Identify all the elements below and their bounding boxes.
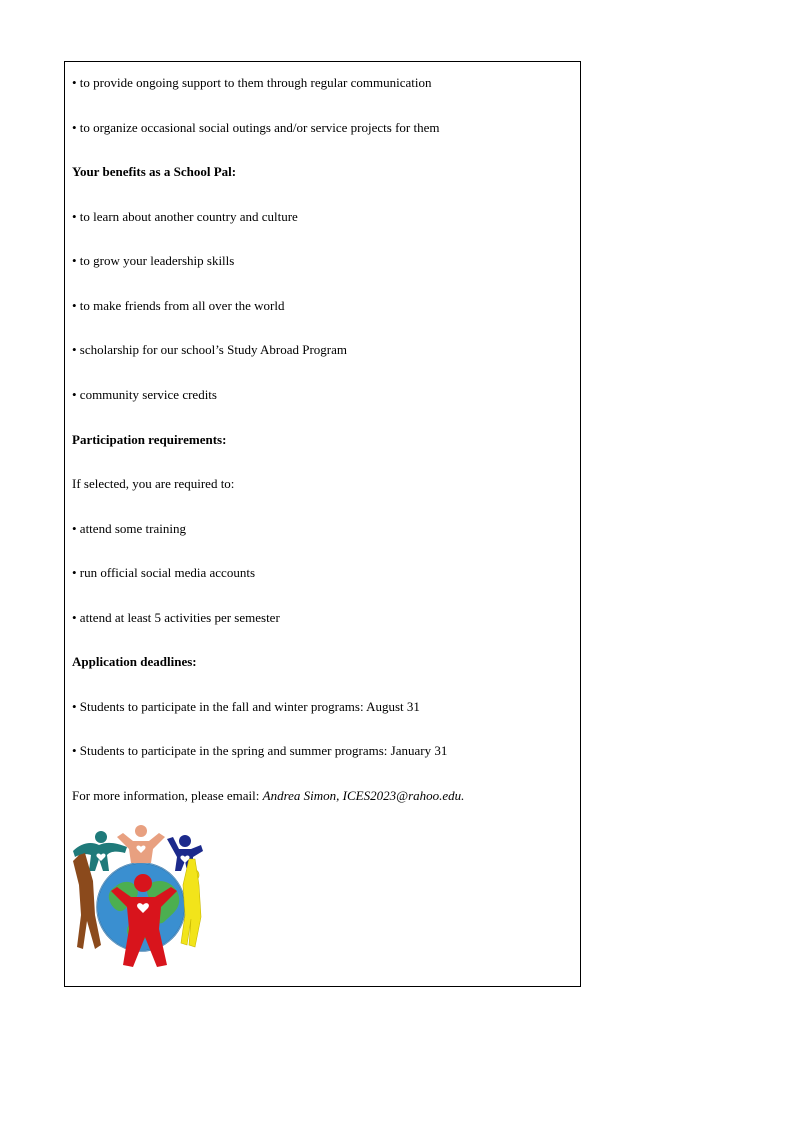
heading-deadlines: Application deadlines: (72, 654, 197, 669)
bullet-fall-winter: • Students to participate in the fall and winter programs: August 31 (72, 699, 420, 714)
bullet-ongoing-support: • to provide ongoing support to them through regular communication (72, 75, 432, 90)
bullet-scholarship: • scholarship for our school’s Study Abroad Program (72, 342, 347, 357)
bullet-spring-summer: • Students to participate in the spring and summer programs: January 31 (72, 743, 448, 758)
bullet-learn-country: • to learn about another country and culture (72, 209, 298, 224)
bullet-leadership: • to grow your leadership skills (72, 253, 235, 268)
contact-email: Andrea Simon, ICES2023@rahoo.edu. (262, 788, 465, 803)
bullet-training: • attend some training (72, 521, 186, 536)
contact-prefix: For more information, please email: (72, 788, 263, 803)
bullet-activities: • attend at least 5 activities per semester (72, 610, 280, 625)
globe-people-icon (71, 825, 211, 970)
bullet-social-outings: • to organize occasional social outings and/or service projects for them (72, 120, 440, 135)
requirements-intro: If selected, you are required to: (72, 476, 235, 491)
content-box (64, 61, 581, 987)
bullet-social-media: • run official social media accounts (72, 565, 255, 580)
heading-benefits: Your benefits as a School Pal: (72, 164, 237, 179)
bullet-service-credits: • community service credits (72, 387, 217, 402)
heading-requirements: Participation requirements: (72, 432, 227, 447)
contact-line (72, 788, 464, 804)
bullet-make-friends: • to make friends from all over the world (72, 298, 285, 313)
